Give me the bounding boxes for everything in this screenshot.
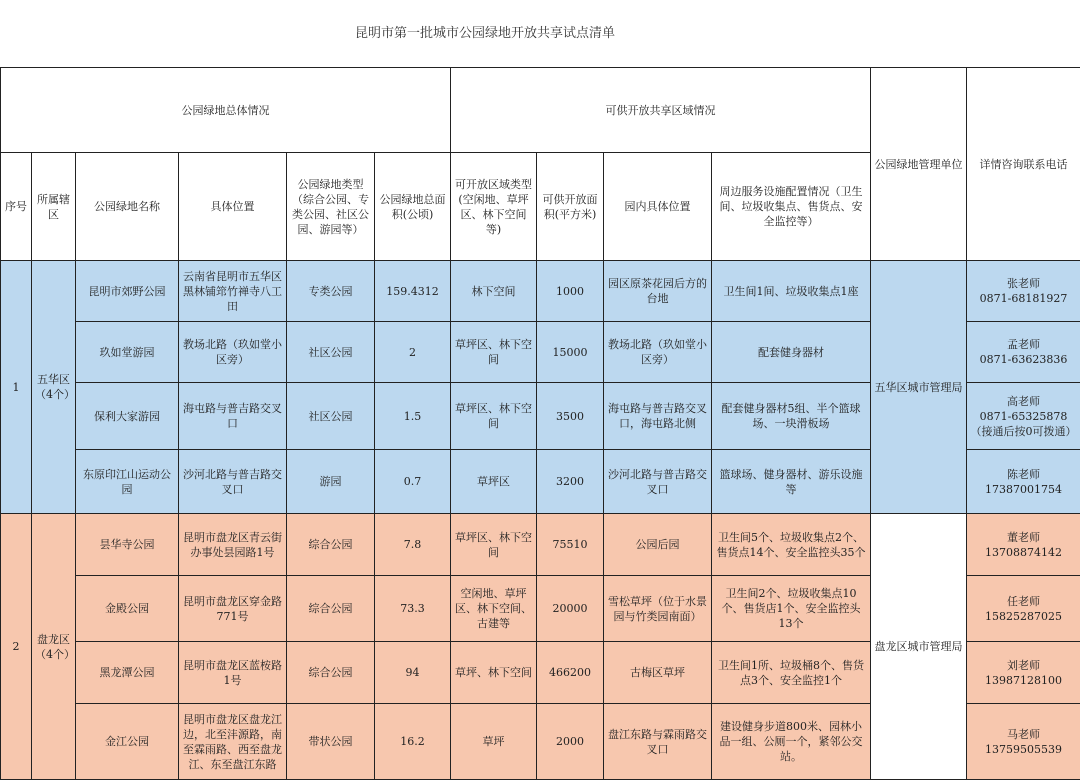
contact-note: （接通后按0可拨通） [971, 425, 1077, 438]
open-type-cell: 草坪区、林下空间 [451, 322, 537, 383]
total-area-cell: 1.5 [375, 383, 451, 450]
location-cell: 教场北路（玖如堂小区旁） [179, 322, 287, 383]
open-type-cell: 空闲地、草坪区、林下空间、古建等 [451, 576, 537, 642]
open-area-cell: 3200 [537, 450, 604, 514]
open-area-cell: 2000 [537, 704, 604, 780]
inner-location-cell: 古梅区草坪 [604, 642, 712, 704]
header-open-type: 可开放区域类型(空闲地、草坪区、林下空间等) [451, 153, 537, 261]
facilities-cell: 建设健身步道800米、园林小品一组、公厕一个，紧邻公交站。 [712, 704, 871, 780]
table-row [1, 514, 1080, 576]
district-cell: 盘龙区（4个） [32, 514, 76, 780]
park-type-cell: 游园 [287, 450, 375, 514]
park-type-cell: 带状公园 [287, 704, 375, 780]
inner-location-cell: 海屯路与普吉路交叉口，海屯路北侧 [604, 383, 712, 450]
contact-cell [967, 704, 1080, 780]
facilities-cell: 配套健身器材5组、半个篮球场、一块滑板场 [712, 383, 871, 450]
open-type-cell: 林下空间 [451, 261, 537, 322]
location-cell: 昆明市盘龙区蓝桉路1号 [179, 642, 287, 704]
park-name-cell: 昆明市郊野公园 [76, 261, 179, 322]
management-cell: 五华区城市管理局 [871, 261, 967, 514]
inner-location-cell: 沙河北路与普吉路交叉口 [604, 450, 712, 514]
contact-cell [967, 322, 1080, 383]
inner-location-cell: 园区原茶花园后方的台地 [604, 261, 712, 322]
contact-name: 董老师 [1007, 531, 1040, 544]
header-inner-location: 园内具体位置 [604, 153, 712, 261]
inner-location-cell: 盘江东路与霖雨路交叉口 [604, 704, 712, 780]
open-type-cell: 草坪 [451, 704, 537, 780]
open-area-cell: 3500 [537, 383, 604, 450]
contact-name: 马老师 [1007, 728, 1040, 741]
header-open-area: 可供开放共享区域情况 [451, 68, 871, 153]
park-type-cell: 综合公园 [287, 514, 375, 576]
district-cell: 五华区（4个） [32, 261, 76, 514]
contact-phone: 13759505539 [985, 743, 1062, 756]
contact-name: 陈老师 [1007, 468, 1040, 481]
contact-name: 刘老师 [1007, 659, 1040, 672]
park-list-table [0, 67, 1080, 780]
open-area-cell: 466200 [537, 642, 604, 704]
header-general: 公园绿地总体情况 [1, 68, 451, 153]
open-area-cell: 75510 [537, 514, 604, 576]
open-type-cell: 草坪、林下空间 [451, 642, 537, 704]
contact-phone: 13708874142 [985, 546, 1062, 559]
contact-cell [967, 576, 1080, 642]
total-area-cell: 7.8 [375, 514, 451, 576]
contact-cell [967, 642, 1080, 704]
contact-phone: 0871-65325878 [980, 410, 1068, 423]
location-cell: 昆明市盘龙区盘龙江边，北至沣源路，南至霖雨路、西至盘龙江、东至盘江东路 [179, 704, 287, 780]
park-name-cell: 东原印江山运动公园 [76, 450, 179, 514]
contact-phone: 17387001754 [985, 483, 1062, 496]
document-title: 昆明市第一批城市公园绿地开放共享试点清单 [0, 22, 970, 41]
open-area-cell: 15000 [537, 322, 604, 383]
header-park-type: 公园绿地类型（综合公园、专类公园、社区公园、游园等） [287, 153, 375, 261]
contact-cell [967, 514, 1080, 576]
park-type-cell: 综合公园 [287, 642, 375, 704]
contact-phone: 0871-63623836 [980, 353, 1068, 366]
inner-location-cell: 公园后园 [604, 514, 712, 576]
total-area-cell: 73.3 [375, 576, 451, 642]
total-area-cell: 159.4312 [375, 261, 451, 322]
open-type-cell: 草坪区 [451, 450, 537, 514]
open-area-cell: 20000 [537, 576, 604, 642]
header-open-area: 可供开放面积(平方米) [537, 153, 604, 261]
header-total-area: 公园绿地总面积(公顷) [375, 153, 451, 261]
park-name-cell: 黑龙潭公园 [76, 642, 179, 704]
park-name-cell: 昙华寺公园 [76, 514, 179, 576]
inner-location-cell: 教场北路（玖如堂小区旁） [604, 322, 712, 383]
header-district: 所属辖区 [32, 153, 76, 261]
location-cell: 云南省昆明市五华区黑林铺筇竹禅寺八工田 [179, 261, 287, 322]
contact-phone: 13987128100 [985, 674, 1062, 687]
contact-cell [967, 383, 1080, 450]
park-type-cell: 社区公园 [287, 322, 375, 383]
total-area-cell: 16.2 [375, 704, 451, 780]
facilities-cell: 卫生间5个、垃圾收集点2个、售货点14个、安全监控头35个 [712, 514, 871, 576]
contact-cell [967, 450, 1080, 514]
contact-phone: 0871-68181927 [980, 292, 1068, 305]
facilities-cell: 卫生间2个、垃圾收集点10个、售货店1个、安全监控头13个 [712, 576, 871, 642]
contact-name: 张老师 [1007, 277, 1040, 290]
header-contact: 详情咨询联系电话 [967, 68, 1080, 261]
location-cell: 昆明市盘龙区青云街办事处昙园路1号 [179, 514, 287, 576]
location-cell: 沙河北路与普吉路交叉口 [179, 450, 287, 514]
total-area-cell: 2 [375, 322, 451, 383]
contact-name: 高老师 [1007, 395, 1040, 408]
management-cell: 盘龙区城市管理局 [871, 514, 967, 780]
seq-cell: 1 [1, 261, 32, 514]
table-row [1, 261, 1080, 322]
contact-cell [967, 261, 1080, 322]
header-location: 具体位置 [179, 153, 287, 261]
contact-name: 孟老师 [1007, 338, 1040, 351]
seq-cell: 2 [1, 514, 32, 780]
open-type-cell: 草坪区、林下空间 [451, 383, 537, 450]
facilities-cell: 配套健身器材 [712, 322, 871, 383]
park-type-cell: 社区公园 [287, 383, 375, 450]
park-name-cell: 玖如堂游园 [76, 322, 179, 383]
facilities-cell: 卫生间1所、垃圾桶8个、售货点3个、安全监控1个 [712, 642, 871, 704]
open-type-cell: 草坪区、林下空间 [451, 514, 537, 576]
total-area-cell: 94 [375, 642, 451, 704]
total-area-cell: 0.7 [375, 450, 451, 514]
header-facilities: 周边服务设施配置情况（卫生间、垃圾收集点、售货点、安全监控等） [712, 153, 871, 261]
park-type-cell: 专类公园 [287, 261, 375, 322]
park-name-cell: 金殿公园 [76, 576, 179, 642]
contact-phone: 15825287025 [985, 610, 1062, 623]
header-seq: 序号 [1, 153, 32, 261]
inner-location-cell: 雪松草坪（位于水景园与竹类园南面） [604, 576, 712, 642]
facilities-cell: 篮球场、健身器材、游乐设施等 [712, 450, 871, 514]
header-management: 公园绿地管理单位 [871, 68, 967, 261]
park-name-cell: 保利大家游园 [76, 383, 179, 450]
header-park-name: 公园绿地名称 [76, 153, 179, 261]
park-type-cell: 综合公园 [287, 576, 375, 642]
contact-name: 任老师 [1007, 595, 1040, 608]
location-cell: 昆明市盘龙区穿金路771号 [179, 576, 287, 642]
open-area-cell: 1000 [537, 261, 604, 322]
facilities-cell: 卫生间1间、垃圾收集点1座 [712, 261, 871, 322]
location-cell: 海屯路与普吉路交叉口 [179, 383, 287, 450]
park-name-cell: 金江公园 [76, 704, 179, 780]
